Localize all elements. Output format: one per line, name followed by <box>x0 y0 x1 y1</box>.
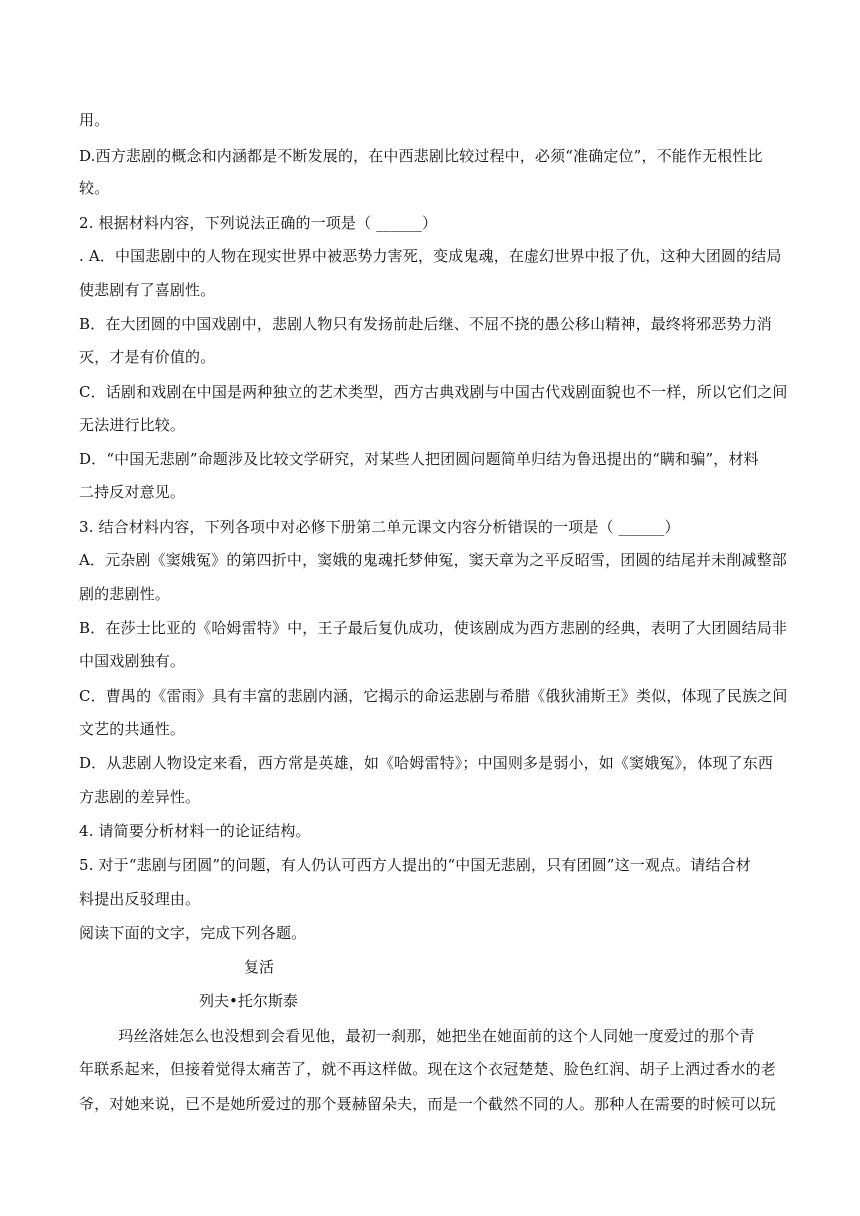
text-line: 料提出反驳理由。 <box>79 890 201 908</box>
option-d-line: D．从悲剧人物设定来看，西方常是英雄，如《哈姆雷特》；中国则多是弱小，如《窦娥冤》，体现了东西 <box>79 754 774 772</box>
story-paragraph-line: 年联系起来，但接着觉得太痛苦了，就不再这样做。现在这个衣冠楚楚、脸色红润、胡子上洒过香水的老 <box>79 1060 776 1078</box>
option-d-line: D．“中国无悲剧”命题涉及比较文学研究，对某些人把团圆问题简单归结为鲁迅提出的“瞒和骗”，材料 <box>79 450 759 468</box>
text-line: 使悲剧有了喜剧性。 <box>79 281 216 299</box>
question-4: 4. 请简要分析材料一的论证结构。 <box>79 822 311 840</box>
text-line: 中国戏剧独有。 <box>79 652 186 670</box>
option-c-line: C．曹禺的《雷雨》具有丰富的悲剧内涵，它揭示的命运悲剧与希腊《俄狄浦斯王》类似，体现了民族之间 <box>79 687 788 705</box>
option-b-line: B．在莎士比亚的《哈姆雷特》中，王子最后复仇成功，使该剧成为西方悲剧的经典，表明了大团圆结局非 <box>79 619 788 637</box>
story-paragraph-line: 玛丝洛娃怎么也没想到会看见他，最初一刹那，她把坐在她面前的这个人同她一度爱过的那个青 <box>79 1027 755 1045</box>
option-c-line: C．话剧和戏剧在中国是两种独立的艺术类型，西方古典戏剧与中国古代戏剧面貌也不一样，所以它们之间 <box>79 383 788 401</box>
text-line: 二持反对意见。 <box>79 483 186 501</box>
question-2: 2. 根据材料内容，下列说法正确的一项是（ ______） <box>79 214 438 232</box>
question-3: 3. 结合材料内容，下列各项中对必修下册第二单元课文内容分析错误的一项是（ ______） <box>79 518 680 536</box>
text-line: 用。 <box>79 111 110 129</box>
story-paragraph-line: 爷，对她来说，已不是她所爱过的那个聂赫留朵夫，而是一个截然不同的人。那种人在需要的时候可以玩 <box>79 1095 776 1113</box>
reading-instruction: 阅读下面的文字，完成下列各题。 <box>79 924 307 942</box>
text-line: 无法进行比较。 <box>79 416 186 434</box>
text-line: 较。 <box>79 179 110 197</box>
text-line: 灭，才是有价值的。 <box>79 348 216 366</box>
option-a-line: . A．中国悲剧中的人物在现实世界中被恶势力害死，变成鬼魂，在虚幻世界中报了仇，这种大团圆的结局 <box>79 247 782 265</box>
text-line: 剧的悲剧性。 <box>79 585 170 603</box>
option-a-line: A．元杂剧《窦娥冤》的第四折中，窦娥的鬼魂托梦伸冤，窦天章为之平反昭雪，团圆的结尾并未削减整部 <box>79 551 787 569</box>
text-line: 方悲剧的差异性。 <box>79 788 201 806</box>
text-line: 文艺的共通性。 <box>79 720 186 738</box>
question-5: 5. 对于“悲剧与团圆”的问题，有人仍认可西方人提出的“中国无悲剧，只有团圆”这一观点。请结合材 <box>79 856 751 874</box>
option-b-line: B．在大团圆的中国戏剧中，悲剧人物只有发扬前赴后继、不屈不挠的愚公移山精神，最终将邪恶势力消 <box>79 315 772 333</box>
story-title: 复活 <box>244 958 275 976</box>
option-d-line: D.西方悲剧的概念和内涵都是不断发展的，在中西悲剧比较过程中，必须“准确定位”，不能作无根性比 <box>79 147 763 165</box>
story-author: 列夫•托尔斯泰 <box>199 992 298 1010</box>
